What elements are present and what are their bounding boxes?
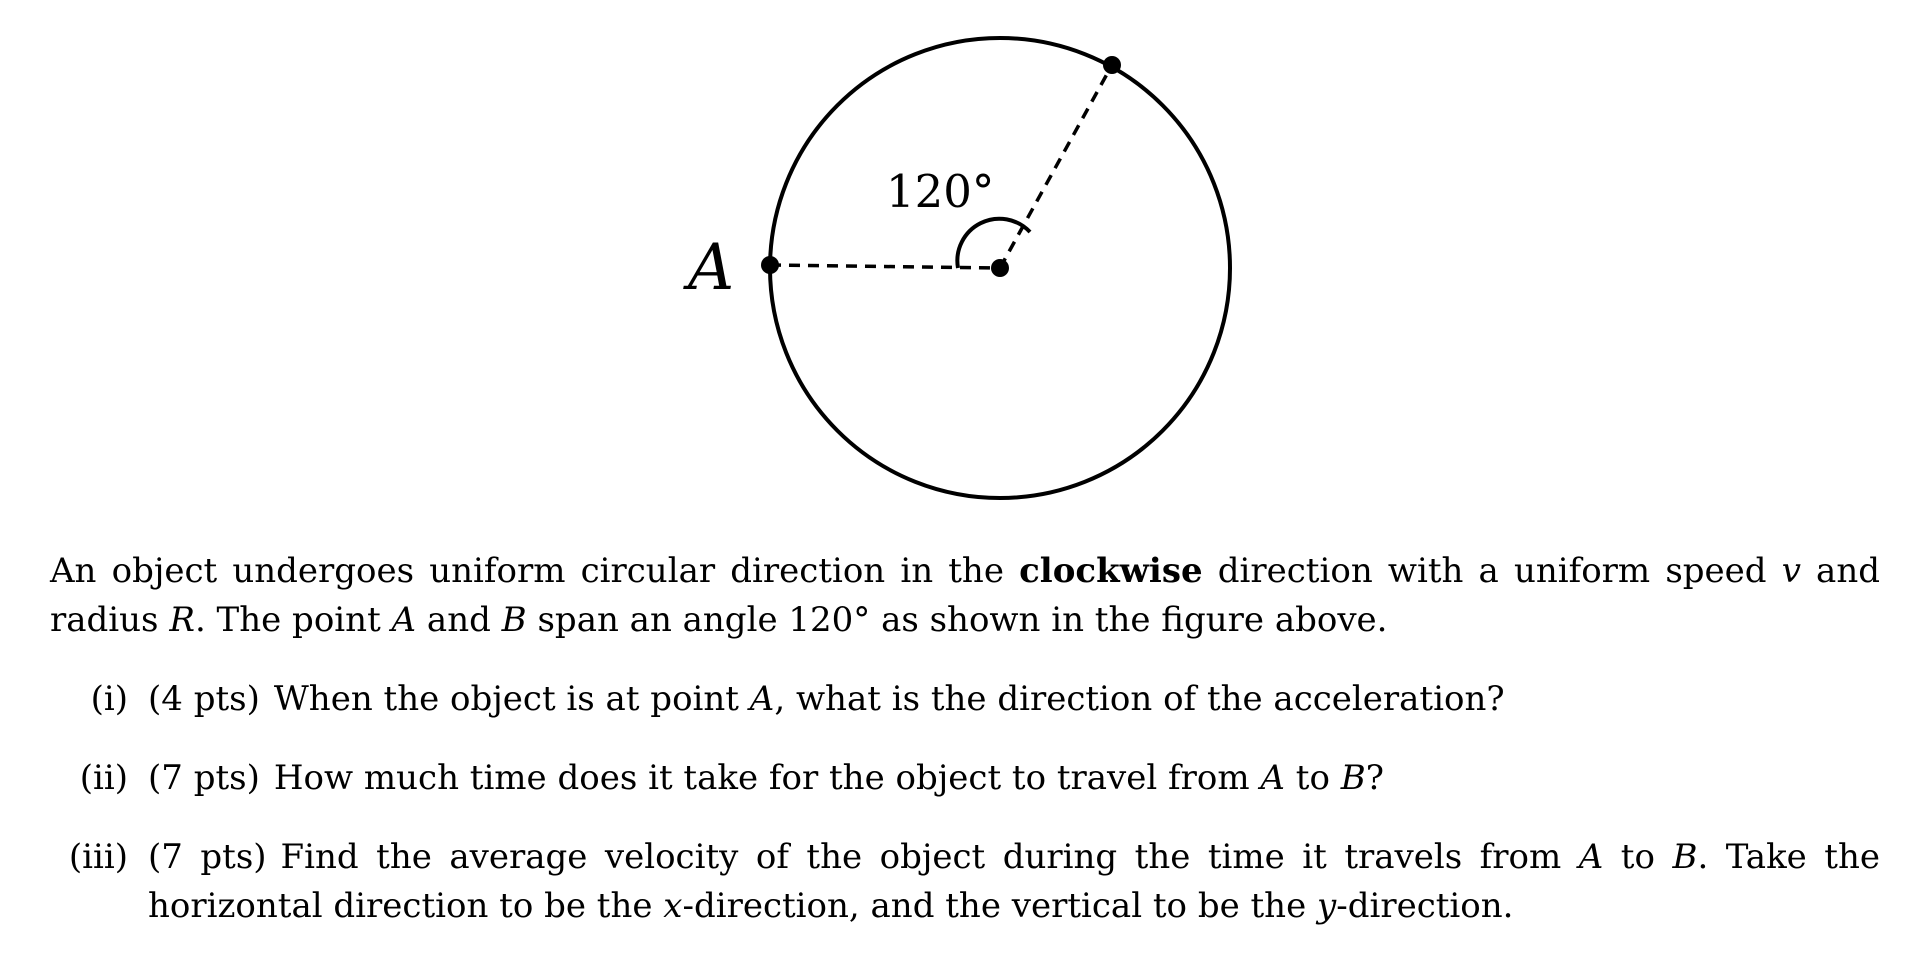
- question-text: How much time does it take for the object to travel from A to B?: [273, 758, 1384, 798]
- question-item: [50, 675, 1880, 724]
- math-symbol: B: [1340, 758, 1366, 798]
- question-item: [50, 754, 1880, 803]
- question-text: When the object is at point A, what is the direction of the acceleration?: [273, 679, 1505, 719]
- emphasis-text: clockwise: [1019, 551, 1203, 591]
- question-number: (i): [90, 679, 128, 719]
- question-points: (7 pts): [148, 837, 267, 877]
- radius-to-point-a: [770, 265, 1000, 268]
- question-number: (iii): [68, 837, 128, 877]
- math-symbol: y: [1317, 886, 1337, 926]
- question-points: (7 pts): [148, 758, 260, 798]
- point-a-dot: [761, 256, 779, 274]
- math-symbol: A: [1578, 837, 1604, 877]
- question-number: (ii): [79, 758, 128, 798]
- math-symbol: A: [749, 679, 775, 719]
- angle-label: 120°: [886, 165, 995, 218]
- math-symbol: A: [391, 600, 417, 640]
- math-symbol: x: [663, 886, 683, 926]
- math-symbol: B: [1672, 837, 1698, 877]
- question-item: [50, 833, 1880, 931]
- question-list: [50, 675, 1880, 931]
- question-text: Find the average velocity of the object during the time it travels from A to B. Take the horizontal direction to be the x-direction, and the vertical to be the y-direction.: [148, 837, 1880, 926]
- question-points: (4 pts): [148, 679, 260, 719]
- center-point: [991, 259, 1009, 277]
- math-symbol: A: [1260, 758, 1285, 798]
- radius-to-point-b: [1000, 65, 1112, 268]
- problem-text: [50, 547, 1880, 961]
- math-symbol: R: [169, 600, 195, 640]
- angle-arc: [957, 219, 1030, 268]
- math-symbol: v: [1781, 551, 1801, 591]
- point-b-dot: [1103, 56, 1121, 74]
- problem-statement: An object undergoes uniform circular direction in the clockwise direction with a uniform speed v and radius R. The point A and B span an angle 120° as shown in the figure above.: [50, 551, 1880, 640]
- math-symbol: B: [501, 600, 527, 640]
- point-a-label: A: [688, 231, 735, 305]
